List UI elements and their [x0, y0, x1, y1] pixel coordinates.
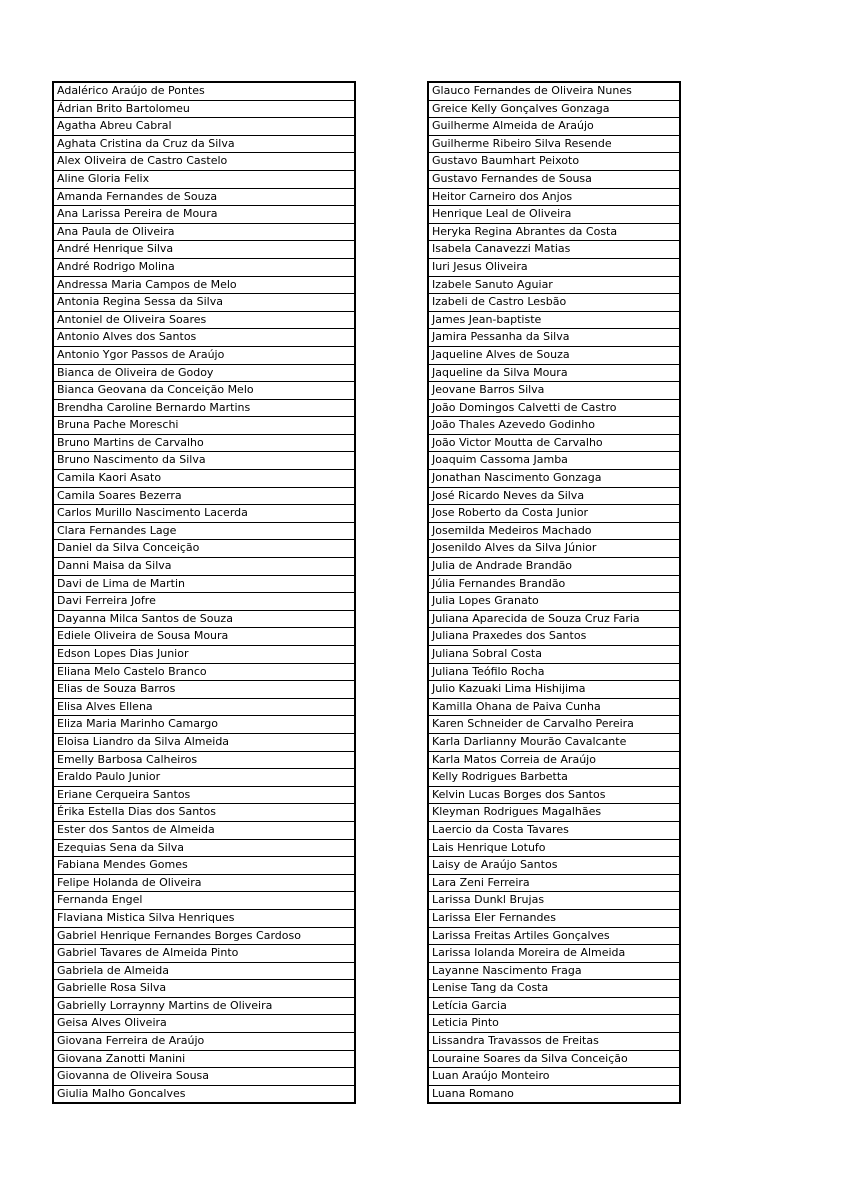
- name-cell: Ana Larissa Pereira de Moura: [53, 206, 355, 224]
- name-cell: Danni Maisa da Silva: [53, 558, 355, 576]
- table-row: [428, 751, 680, 769]
- name-cell: Aghata Cristina da Cruz da Silva: [53, 135, 355, 153]
- table-row: [428, 892, 680, 910]
- table-row: [428, 399, 680, 417]
- name-cell: Lara Zeni Ferreira: [428, 874, 680, 892]
- table-row: [53, 769, 355, 787]
- name-cell: Larissa Iolanda Moreira de Almeida: [428, 945, 680, 963]
- name-cell: Gabriel Tavares de Almeida Pinto: [53, 945, 355, 963]
- table-row: [428, 434, 680, 452]
- name-cell: Eliana Melo Castelo Branco: [53, 663, 355, 681]
- name-cell: Fabiana Mendes Gomes: [53, 857, 355, 875]
- name-cell: Amanda Fernandes de Souza: [53, 188, 355, 206]
- name-cell: Heitor Carneiro dos Anjos: [428, 188, 680, 206]
- table-row: [428, 962, 680, 980]
- name-cell: Isabela Canavezzi Matias: [428, 241, 680, 259]
- table-row: [53, 593, 355, 611]
- name-cell: Layanne Nascimento Fraga: [428, 962, 680, 980]
- name-cell: Julio Kazuaki Lima Hishijima: [428, 681, 680, 699]
- name-cell: Ester dos Santos de Almeida: [53, 821, 355, 839]
- name-cell: Leticia Pinto: [428, 1015, 680, 1033]
- name-cell: Clara Fernandes Lage: [53, 522, 355, 540]
- table-row: [53, 223, 355, 241]
- name-cell: Kamilla Ohana de Paiva Cunha: [428, 698, 680, 716]
- table-row: [428, 382, 680, 400]
- table-row: [428, 786, 680, 804]
- name-cell: Larissa Dunkl Brujas: [428, 892, 680, 910]
- table-row: [53, 1068, 355, 1086]
- name-cell: Bianca Geovana da Conceição Melo: [53, 382, 355, 400]
- table-row: [428, 663, 680, 681]
- table-row: [53, 716, 355, 734]
- name-cell: Izabeli de Castro Lesbão: [428, 294, 680, 312]
- name-cell: Eliza Maria Marinho Camargo: [53, 716, 355, 734]
- table-row: [53, 276, 355, 294]
- table-row: [53, 153, 355, 171]
- name-cell: Emelly Barbosa Calheiros: [53, 751, 355, 769]
- table-row: [428, 188, 680, 206]
- name-cell: Joaquim Cassoma Jamba: [428, 452, 680, 470]
- name-cell: Gustavo Baumhart Peixoto: [428, 153, 680, 171]
- table-row: [53, 927, 355, 945]
- table-row: [428, 505, 680, 523]
- name-cell: Juliana Sobral Costa: [428, 646, 680, 664]
- name-cell: Gabriela de Almeida: [53, 962, 355, 980]
- name-cell: Davi Ferreira Jofre: [53, 593, 355, 611]
- table-row: [428, 909, 680, 927]
- table-row: [53, 874, 355, 892]
- table-row: [53, 610, 355, 628]
- table-row: [53, 258, 355, 276]
- table-row: [428, 452, 680, 470]
- name-cell: Antonia Regina Sessa da Silva: [53, 294, 355, 312]
- name-cell: Karla Darlianny Mourão Cavalcante: [428, 733, 680, 751]
- table-row: [428, 997, 680, 1015]
- table-row: [428, 980, 680, 998]
- table-row: [428, 346, 680, 364]
- table-row: [428, 1033, 680, 1051]
- name-cell: Luan Araújo Monteiro: [428, 1068, 680, 1086]
- table-row: [53, 417, 355, 435]
- name-cell: Letícia Garcia: [428, 997, 680, 1015]
- table-row: [53, 751, 355, 769]
- name-cell: Gabrielle Rosa Silva: [53, 980, 355, 998]
- table-row: [53, 909, 355, 927]
- name-cell: Dayanna Milca Santos de Souza: [53, 610, 355, 628]
- name-cell: Josemilda Medeiros Machado: [428, 522, 680, 540]
- name-cell: Heryka Regina Abrantes da Costa: [428, 223, 680, 241]
- name-cell: Camila Kaori Asato: [53, 470, 355, 488]
- table-row: [428, 1068, 680, 1086]
- name-table-left: [52, 81, 356, 1104]
- name-cell: Carlos Murillo Nascimento Lacerda: [53, 505, 355, 523]
- name-cell: Guilherme Ribeiro Silva Resende: [428, 135, 680, 153]
- name-cell: Jonathan Nascimento Gonzaga: [428, 470, 680, 488]
- name-cell: Antoniel de Oliveira Soares: [53, 311, 355, 329]
- table-row: [53, 857, 355, 875]
- table-row: [428, 646, 680, 664]
- table-row: [428, 698, 680, 716]
- table-row: [428, 927, 680, 945]
- table-row: [53, 698, 355, 716]
- table-row: [53, 839, 355, 857]
- name-cell: Bruno Martins de Carvalho: [53, 434, 355, 452]
- name-cell: Juliana Teófilo Rocha: [428, 663, 680, 681]
- table-row: [53, 294, 355, 312]
- name-cell: Bianca de Oliveira de Godoy: [53, 364, 355, 382]
- table-row: [53, 364, 355, 382]
- table-row: [53, 980, 355, 998]
- table-row: [428, 610, 680, 628]
- name-cell: Felipe Holanda de Oliveira: [53, 874, 355, 892]
- table-row: [53, 118, 355, 136]
- table-row: [53, 188, 355, 206]
- name-cell: Gustavo Fernandes de Sousa: [428, 170, 680, 188]
- table-row: [53, 1033, 355, 1051]
- table-row: [428, 417, 680, 435]
- name-cell: Jeovane Barros Silva: [428, 382, 680, 400]
- table-row: [428, 153, 680, 171]
- table-row: [53, 135, 355, 153]
- name-cell: Eriane Cerqueira Santos: [53, 786, 355, 804]
- table-row: [53, 646, 355, 664]
- name-table-left-body: [53, 82, 355, 1103]
- name-cell: Elisa Alves Ellena: [53, 698, 355, 716]
- name-cell: Ádrian Brito Bartolomeu: [53, 100, 355, 118]
- table-row: [428, 540, 680, 558]
- table-row: [428, 522, 680, 540]
- table-row: [53, 945, 355, 963]
- name-cell: Laercio da Costa Tavares: [428, 821, 680, 839]
- name-cell: André Henrique Silva: [53, 241, 355, 259]
- table-row: [53, 575, 355, 593]
- name-cell: Juliana Aparecida de Souza Cruz Faria: [428, 610, 680, 628]
- table-row: [428, 681, 680, 699]
- name-cell: João Thales Azevedo Godinho: [428, 417, 680, 435]
- table-row: [428, 857, 680, 875]
- name-cell: Geisa Alves Oliveira: [53, 1015, 355, 1033]
- name-cell: Andressa Maria Campos de Melo: [53, 276, 355, 294]
- name-cell: Daniel da Silva Conceição: [53, 540, 355, 558]
- table-row: [53, 892, 355, 910]
- table-row: [53, 170, 355, 188]
- table-row: [428, 206, 680, 224]
- table-row: [428, 223, 680, 241]
- table-row: [428, 945, 680, 963]
- name-cell: Larissa Eler Fernandes: [428, 909, 680, 927]
- table-row: [428, 1015, 680, 1033]
- table-row: [53, 804, 355, 822]
- name-cell: Júlia Fernandes Brandão: [428, 575, 680, 593]
- name-cell: Iuri Jesus Oliveira: [428, 258, 680, 276]
- name-cell: Gabriel Henrique Fernandes Borges Cardoso: [53, 927, 355, 945]
- table-row: [53, 681, 355, 699]
- name-cell: Kleyman Rodrigues Magalhães: [428, 804, 680, 822]
- table-row: [428, 874, 680, 892]
- table-row: [53, 540, 355, 558]
- name-cell: Gabrielly Lorraynny Martins de Oliveira: [53, 997, 355, 1015]
- table-row: [428, 558, 680, 576]
- table-row: [53, 821, 355, 839]
- table-row: [53, 558, 355, 576]
- table-row: [428, 170, 680, 188]
- name-cell: Guilherme Almeida de Araújo: [428, 118, 680, 136]
- table-row: [428, 1050, 680, 1068]
- table-row: [428, 258, 680, 276]
- name-cell: Jose Roberto da Costa Junior: [428, 505, 680, 523]
- table-row: [53, 1085, 355, 1103]
- table-row: [428, 821, 680, 839]
- table-row: [428, 839, 680, 857]
- table-row: [53, 100, 355, 118]
- name-cell: Julia Lopes Granato: [428, 593, 680, 611]
- name-cell: Karen Schneider de Carvalho Pereira: [428, 716, 680, 734]
- name-cell: José Ricardo Neves da Silva: [428, 487, 680, 505]
- table-row: [53, 997, 355, 1015]
- name-cell: James Jean-baptiste: [428, 311, 680, 329]
- table-row: [428, 769, 680, 787]
- name-cell: Adalérico Araújo de Pontes: [53, 82, 355, 100]
- name-cell: Luana Romano: [428, 1085, 680, 1103]
- name-cell: Henrique Leal de Oliveira: [428, 206, 680, 224]
- name-cell: Érika Estella Dias dos Santos: [53, 804, 355, 822]
- table-row: [428, 311, 680, 329]
- table-row: [428, 593, 680, 611]
- table-row: [428, 364, 680, 382]
- name-cell: Jaqueline Alves de Souza: [428, 346, 680, 364]
- table-row: [428, 733, 680, 751]
- table-row: [53, 663, 355, 681]
- name-cell: Kelly Rodrigues Barbetta: [428, 769, 680, 787]
- table-row: [53, 470, 355, 488]
- name-cell: Eraldo Paulo Junior: [53, 769, 355, 787]
- table-row: [53, 206, 355, 224]
- name-cell: Bruna Pache Moreschi: [53, 417, 355, 435]
- name-cell: Josenildo Alves da Silva Júnior: [428, 540, 680, 558]
- name-cell: Louraine Soares da Silva Conceição: [428, 1050, 680, 1068]
- name-cell: Lissandra Travassos de Freitas: [428, 1033, 680, 1051]
- name-cell: Davi de Lima de Martin: [53, 575, 355, 593]
- name-cell: Alex Oliveira de Castro Castelo: [53, 153, 355, 171]
- name-cell: Lais Henrique Lotufo: [428, 839, 680, 857]
- table-row: [53, 786, 355, 804]
- name-table-right: [427, 81, 681, 1104]
- table-row: [53, 452, 355, 470]
- table-row: [428, 276, 680, 294]
- name-cell: Brendha Caroline Bernardo Martins: [53, 399, 355, 417]
- table-row: [53, 399, 355, 417]
- table-row: [53, 311, 355, 329]
- name-cell: Ediele Oliveira de Sousa Moura: [53, 628, 355, 646]
- name-cell: João Domingos Calvetti de Castro: [428, 399, 680, 417]
- table-row: [53, 505, 355, 523]
- table-row: [53, 522, 355, 540]
- name-cell: Kelvin Lucas Borges dos Santos: [428, 786, 680, 804]
- name-cell: Flaviana Mistica Silva Henriques: [53, 909, 355, 927]
- name-cell: Izabele Sanuto Aguiar: [428, 276, 680, 294]
- name-cell: Giulia Malho Goncalves: [53, 1085, 355, 1103]
- name-cell: Edson Lopes Dias Junior: [53, 646, 355, 664]
- name-cell: Giovanna de Oliveira Sousa: [53, 1068, 355, 1086]
- table-row: [53, 241, 355, 259]
- table-row: [53, 962, 355, 980]
- name-table-right-body: [428, 82, 680, 1103]
- table-row: [428, 628, 680, 646]
- name-cell: João Victor Moutta de Carvalho: [428, 434, 680, 452]
- name-cell: Lenise Tang da Costa: [428, 980, 680, 998]
- table-row: [428, 100, 680, 118]
- table-row: [53, 1015, 355, 1033]
- table-row: [428, 716, 680, 734]
- table-row: [428, 118, 680, 136]
- name-cell: Larissa Freitas Artiles Gonçalves: [428, 927, 680, 945]
- name-cell: Greice Kelly Gonçalves Gonzaga: [428, 100, 680, 118]
- name-cell: Karla Matos Correia de Araújo: [428, 751, 680, 769]
- name-cell: Antonio Ygor Passos de Araújo: [53, 346, 355, 364]
- name-cell: Giovana Ferreira de Araújo: [53, 1033, 355, 1051]
- name-cell: Agatha Abreu Cabral: [53, 118, 355, 136]
- name-cell: Ana Paula de Oliveira: [53, 223, 355, 241]
- name-cell: Laisy de Araújo Santos: [428, 857, 680, 875]
- name-cell: Bruno Nascimento da Silva: [53, 452, 355, 470]
- name-cell: Juliana Praxedes dos Santos: [428, 628, 680, 646]
- name-cell: André Rodrigo Molina: [53, 258, 355, 276]
- table-row: [53, 329, 355, 347]
- table-row: [428, 329, 680, 347]
- table-row: [53, 628, 355, 646]
- table-row: [53, 1050, 355, 1068]
- name-cell: Julia de Andrade Brandão: [428, 558, 680, 576]
- name-cell: Eloisa Liandro da Silva Almeida: [53, 733, 355, 751]
- table-row: [428, 294, 680, 312]
- table-row: [53, 434, 355, 452]
- table-row: [428, 82, 680, 100]
- name-cell: Elias de Souza Barros: [53, 681, 355, 699]
- name-cell: Camila Soares Bezerra: [53, 487, 355, 505]
- name-cell: Jamira Pessanha da Silva: [428, 329, 680, 347]
- name-cell: Jaqueline da Silva Moura: [428, 364, 680, 382]
- table-row: [428, 804, 680, 822]
- name-cell: Fernanda Engel: [53, 892, 355, 910]
- table-row: [428, 470, 680, 488]
- table-row: [53, 346, 355, 364]
- name-cell: Ezequias Sena da Silva: [53, 839, 355, 857]
- name-cell: Glauco Fernandes de Oliveira Nunes: [428, 82, 680, 100]
- table-row: [428, 1085, 680, 1103]
- name-cell: Aline Gloria Felix: [53, 170, 355, 188]
- table-row: [428, 241, 680, 259]
- table-row: [53, 82, 355, 100]
- table-row: [428, 135, 680, 153]
- table-row: [53, 487, 355, 505]
- table-row: [53, 733, 355, 751]
- name-cell: Antonio Alves dos Santos: [53, 329, 355, 347]
- name-cell: Giovana Zanotti Manini: [53, 1050, 355, 1068]
- table-row: [428, 575, 680, 593]
- table-row: [53, 382, 355, 400]
- table-row: [428, 487, 680, 505]
